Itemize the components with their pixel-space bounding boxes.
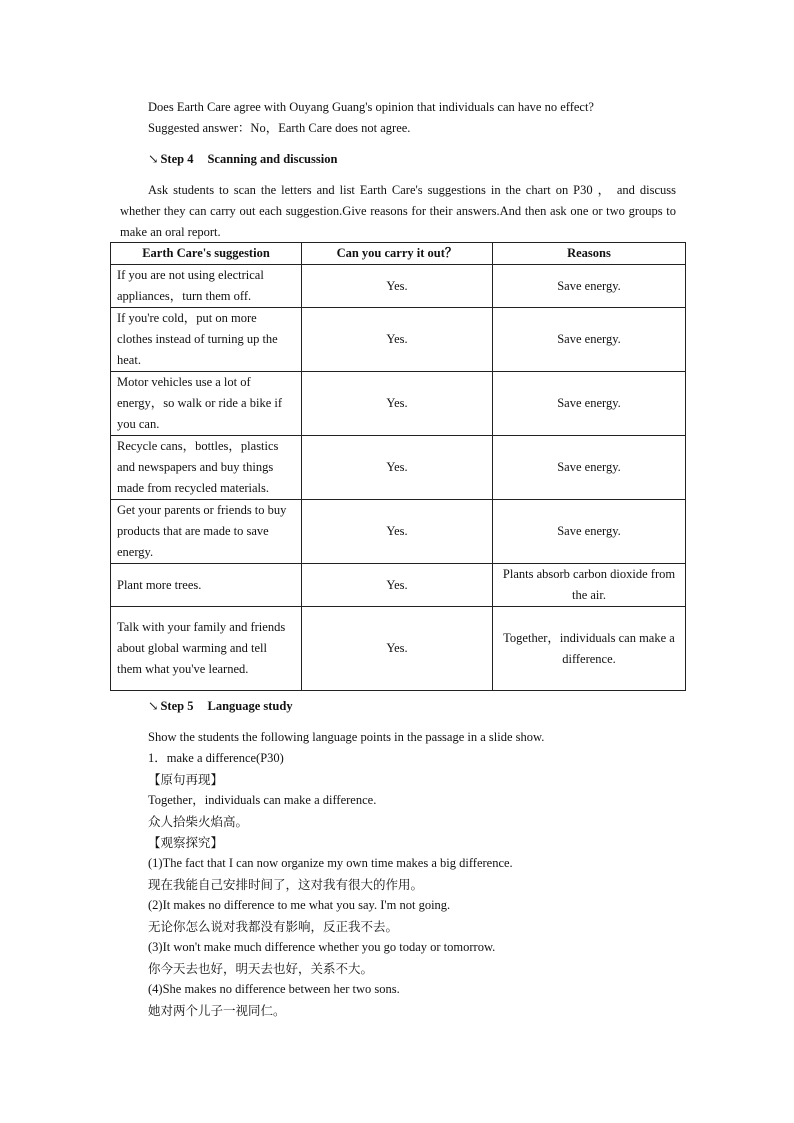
table-row <box>111 436 686 500</box>
step4-paragraph: Ask students to scan the letters and list Earth Care's suggestions in the chart on P30 ， and discuss whether they can carry out each suggestion.Give reasons for their answers.And then ask one or two groups to make an oral report. <box>120 183 676 239</box>
header-suggestion: Earth Care's suggestion <box>111 243 302 265</box>
suggestion-cell: Motor vehicles use a lot of energy，so walk or ride a bike if you can. <box>111 372 302 436</box>
carry-cell: Yes. <box>302 564 493 607</box>
table-row <box>111 564 686 607</box>
step5-line: Together，individuals can make a difference. <box>148 793 377 807</box>
header-reasons: Reasons <box>493 243 686 265</box>
step4-title: Scanning and discussion <box>207 152 338 166</box>
suggestions-table <box>110 242 686 691</box>
step5-line: (1)The fact that I can now organize my own time makes a big difference. <box>148 856 513 870</box>
table-row <box>111 607 686 691</box>
step5-label: Step 5 <box>160 699 194 713</box>
step5-line: (2)It makes no difference to me what you say. I'm not going. <box>148 898 451 912</box>
step5-line: Show the students the following language points in the passage in a slide show. <box>148 730 545 744</box>
suggestion-cell: Talk with your family and friends about global warming and tell them what you've learned. <box>111 607 302 691</box>
reason-cell: Save energy. <box>493 436 686 500</box>
reason-cell: Save energy. <box>493 265 686 308</box>
step5-line: 无论你怎么说对我都没有影响，反正我不去。 <box>148 919 399 934</box>
step5-line: 现在我能自己安排时间了，这对我有很大的作用。 <box>148 877 424 892</box>
header-carry: Can you carry it out？ <box>302 243 493 265</box>
step5-line: 【观察探究】 <box>148 835 224 850</box>
step5-line: 【原句再现】 <box>148 772 224 787</box>
step5-line: 1．make a difference(P30) <box>148 751 284 765</box>
reason-cell: Together，individuals can make a difference. <box>493 607 686 691</box>
step-arrow-icon: ↘ <box>148 699 159 713</box>
table-row <box>111 265 686 308</box>
step5-line: 众人拾柴火焰高。 <box>148 814 249 829</box>
carry-cell: Yes. <box>302 308 493 372</box>
table-row <box>111 308 686 372</box>
reason-cell: Save energy. <box>493 308 686 372</box>
suggestion-cell: If you're cold，put on more clothes instead of turning up the heat. <box>111 308 302 372</box>
step5-line: (4)She makes no difference between her two sons. <box>148 982 400 996</box>
reason-cell: Save energy. <box>493 372 686 436</box>
step-arrow-icon: ↘ <box>148 152 159 166</box>
step5-heading <box>148 698 293 714</box>
suggestion-cell: Recycle cans，bottles，plastics and newspapers and buy things made from recycled materials. <box>111 436 302 500</box>
intro-answer: Suggested answer：No，Earth Care does not agree. <box>148 121 411 135</box>
step5-line: 她对两个儿子一视同仁。 <box>148 1003 286 1018</box>
carry-cell: Yes. <box>302 372 493 436</box>
step4-label: Step 4 <box>160 152 194 166</box>
carry-cell: Yes. <box>302 265 493 308</box>
suggestion-cell: If you are not using electrical appliances，turn them off. <box>111 265 302 308</box>
suggestion-cell: Get your parents or friends to buy products that are made to save energy. <box>111 500 302 564</box>
carry-cell: Yes. <box>302 500 493 564</box>
step5-title: Language study <box>207 699 293 713</box>
step5-line: (3)It won't make much difference whether you go today or tomorrow. <box>148 940 496 954</box>
reason-cell: Save energy. <box>493 500 686 564</box>
carry-cell: Yes. <box>302 436 493 500</box>
reason-cell: Plants absorb carbon dioxide from the air. <box>493 564 686 607</box>
table-row <box>111 500 686 564</box>
carry-cell: Yes. <box>302 607 493 691</box>
step5-line: 你今天去也好，明天去也好，关系不大。 <box>148 961 374 976</box>
suggestion-cell: Plant more trees. <box>111 564 302 607</box>
step4-heading <box>148 151 337 167</box>
table-row <box>111 372 686 436</box>
intro-question: Does Earth Care agree with Ouyang Guang's opinion that individuals can have no effect? <box>148 100 594 114</box>
table-header-row <box>111 243 686 265</box>
